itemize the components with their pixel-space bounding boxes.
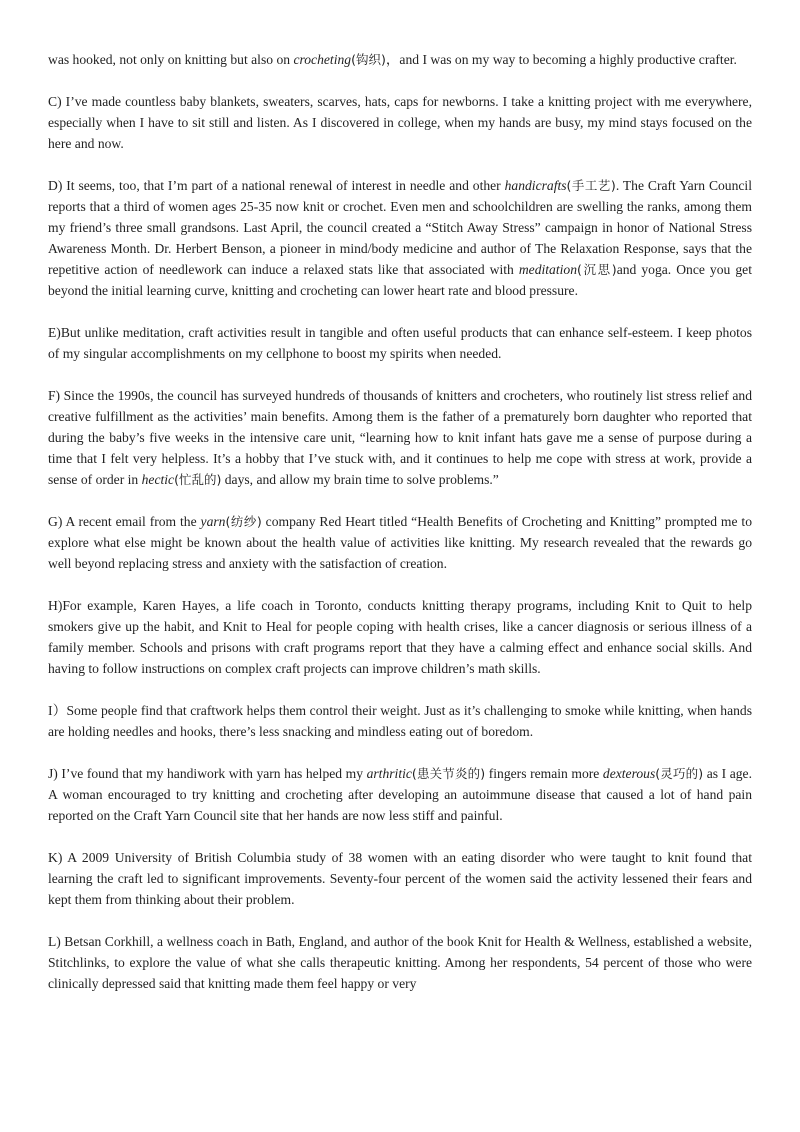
text-run: J) I’ve found that my handiwork with yarn has helped my xyxy=(48,766,367,781)
paragraph-e xyxy=(48,322,752,364)
text-run: F) Since the 1990s, the council has surveyed hundreds of thousands of knitters and crocheters, who routinely list stress relief and creative fulfillment as the activities’ main benefits. Among them is the father of a prematurely born daughter who reported that during the baby’s five weeks in the intensive care unit, “learning how to knit infant hats gave me a sense of purpose during a time that I felt very helpless. It’s a hobby that I’ve stuck with, and it continues to help me cope with stress at work, provide a sense of order in xyxy=(48,388,752,487)
text-run: company Red Heart titled “Health Benefits of Crocheting and Knitting” prompted me to explore what else might be known about the health value of activities like knitting. My research revealed that the rewards go well beyond replacing stress and anxiety with the satisfaction of creation. xyxy=(48,514,752,571)
text-run: ，and I was on my way to becoming a highly productive crafter. xyxy=(385,52,737,67)
document-page xyxy=(48,49,752,1015)
italic-term: arthritic xyxy=(366,766,412,781)
text-run: L) Betsan Corkhill, a wellness coach in Bath, England, and author of the book Knit for Health & Wellness, established a website, Stitchlinks, to explore the value of what she calls therapeutic knitting. Among her respondents, 54 percent of those who were clinically depressed said that knitting made them feel happy or very xyxy=(48,934,752,991)
text-run: fingers remain more xyxy=(485,766,603,781)
text-run: days, and allow my brain time to solve problems.” xyxy=(221,472,499,487)
paragraph-g xyxy=(48,511,752,574)
text-run: G) A recent email from the xyxy=(48,514,201,529)
chinese-gloss: (手工艺) xyxy=(566,178,616,193)
chinese-gloss: (沉思) xyxy=(577,262,617,277)
chinese-gloss: (患关节炎的) xyxy=(411,766,486,781)
text-run: and yoga. Once you get beyond the initial learning curve, knitting and crocheting can lower heart rate and blood pressure. xyxy=(48,262,752,298)
paragraph-i xyxy=(48,700,752,742)
italic-term: meditation xyxy=(518,262,578,277)
italic-term: handicrafts xyxy=(504,178,567,193)
paragraph-b-continued xyxy=(48,49,752,70)
paragraph-d xyxy=(48,175,752,301)
paragraph-f xyxy=(48,385,752,490)
paragraph-c xyxy=(48,91,752,154)
italic-term: yarn xyxy=(200,514,226,529)
italic-term: crocheting xyxy=(293,52,352,67)
paragraph-k xyxy=(48,847,752,910)
text-run: C) I’ve made countless baby blankets, sweaters, scarves, hats, caps for newborns. I take a knitting project with me everywhere, especially when I have to sit still and listen. As I discovered in college, when my hands are busy, my mind stays focused on the here and now. xyxy=(48,94,752,151)
italic-term: hectic xyxy=(141,472,175,487)
chinese-gloss: (灵巧的) xyxy=(655,766,704,781)
text-run: H)For example, Karen Hayes, a life coach in Toronto, conducts knitting therapy programs, including Knit to Quit to help smokers give up the habit, and Knit to Heal for people coping with health crises, like a cancer diagnosis or serious illness of a family member. Schools and prisons with craft programs report that they have a calming effect and enhance social skills. And having to follow instructions on complex craft projects can improve children’s math skills. xyxy=(48,598,752,676)
text-run: K) A 2009 University of British Columbia study of 38 women with an eating disorder who were taught to knit found that learning the craft led to significant improvements. Seventy-four percent of the women said the activity lessened their fears and kept them from thinking about their problem. xyxy=(48,850,752,907)
italic-term: dexterous xyxy=(602,766,656,781)
paragraph-h xyxy=(48,595,752,679)
chinese-gloss: (钩织) xyxy=(351,52,386,67)
chinese-gloss: (忙乱的) xyxy=(174,472,222,487)
chinese-gloss: (纺纱) xyxy=(225,514,262,529)
text-run: E)But unlike meditation, craft activities result in tangible and often useful products that can enhance self-esteem. I keep photos of my singular accomplishments on my cellphone to boost my spirits when needed. xyxy=(48,325,752,361)
text-run: . The Craft Yarn Council reports that a third of women ages 25-35 now knit or crochet. Even men and schoolchildren are swelling the ranks, among them my friend’s three small grandsons. Last April, the council created a “Stitch Away Stress” campaign in honor of National Stress Awareness Month. Dr. Herbert Benson, a pioneer in mind/body medicine and author of The Relaxation Response, says that the repetitive action of needlework can induce a relaxed stats like that associated with xyxy=(48,178,752,277)
text-run: was hooked, not only on knitting but also on xyxy=(48,52,294,67)
text-run: I）Some people find that craftwork helps them control their weight. Just as it’s challenging to smoke while knitting, when hands are holding needles and hooks, there’s less snacking and mindless eating out of boredom. xyxy=(48,703,752,739)
paragraph-l xyxy=(48,931,752,994)
text-run: as I age. A woman encouraged to try knitting and crocheting after developing an autoimmune disease that caused a lot of hand pain reported on the Craft Yarn Council site that her hands are now less stiff and painful. xyxy=(48,766,752,823)
paragraph-j xyxy=(48,763,752,826)
text-run: D) It seems, too, that I’m part of a national renewal of interest in needle and other xyxy=(48,178,505,193)
